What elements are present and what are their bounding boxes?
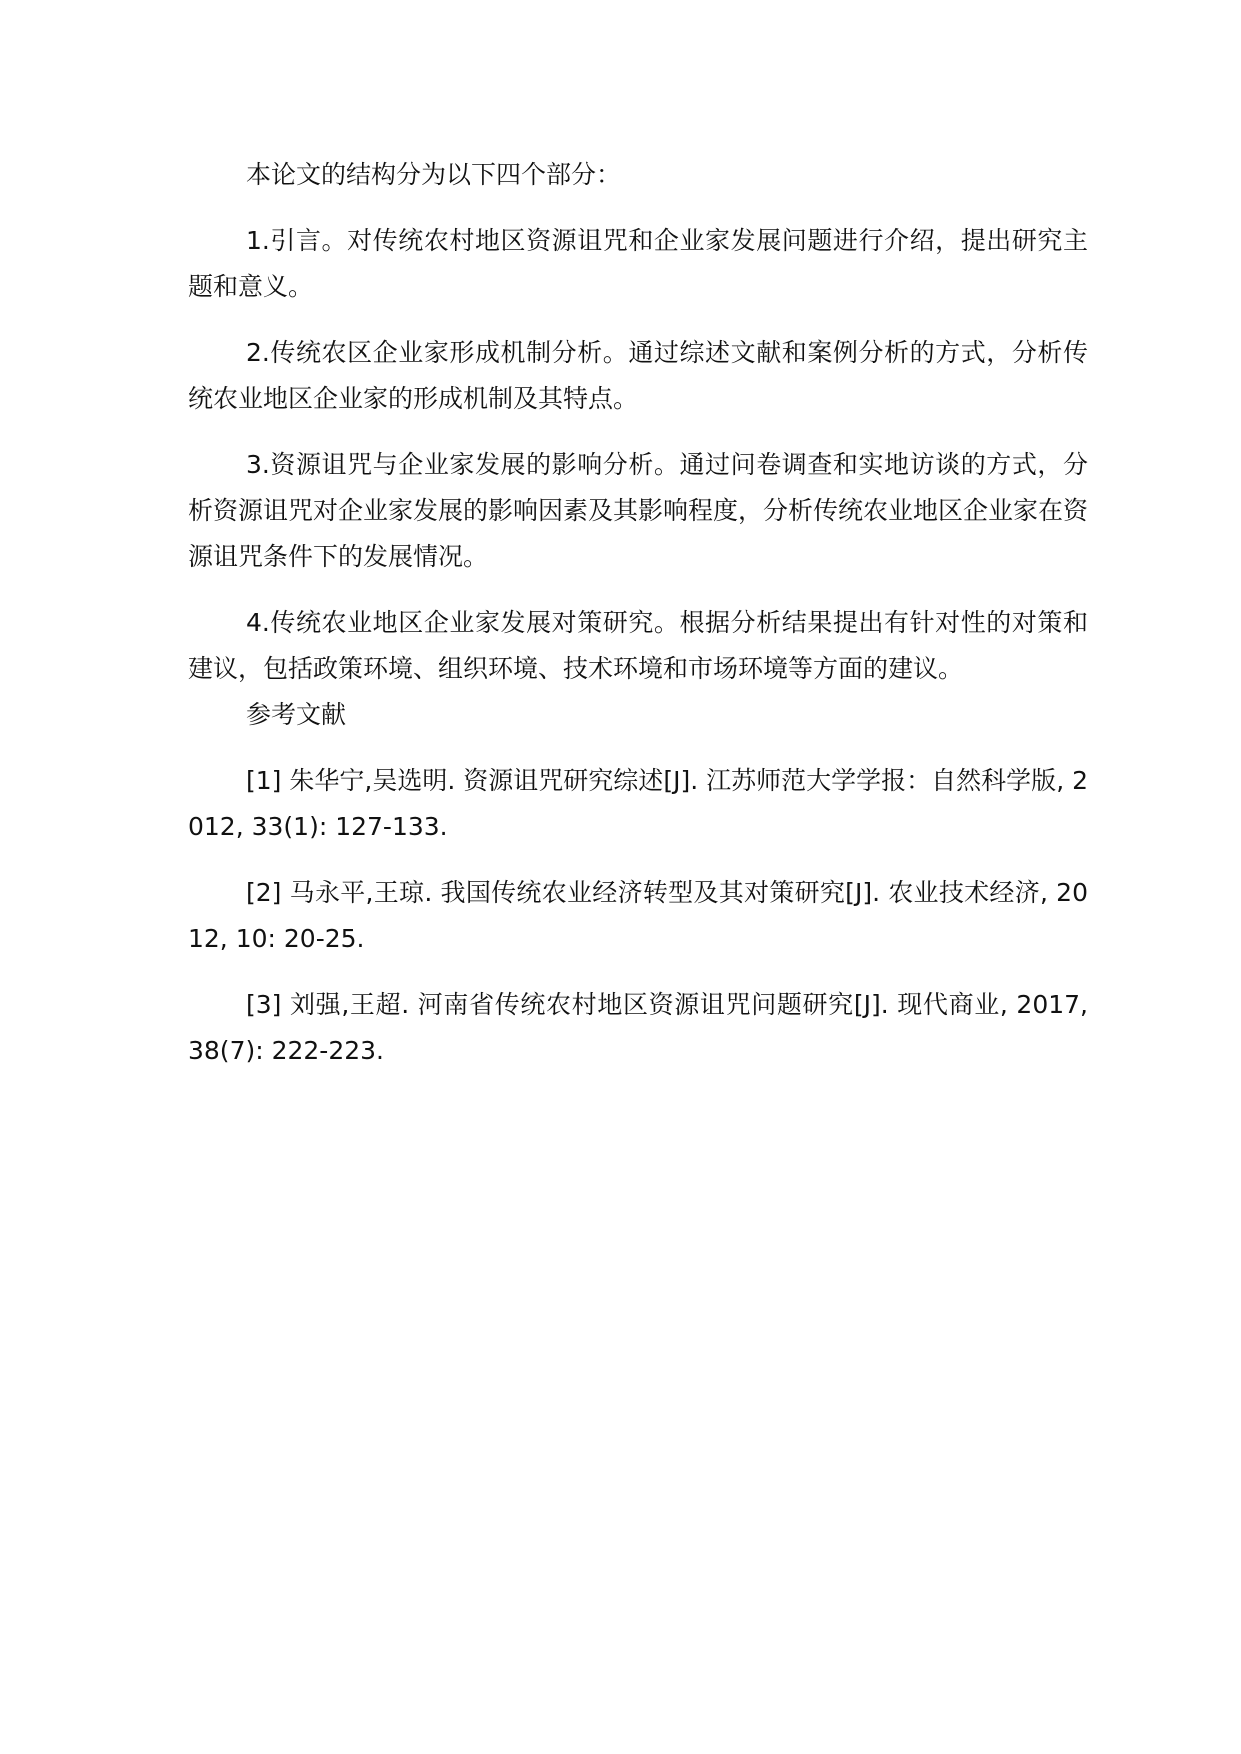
document-body xyxy=(188,152,1088,1074)
section-paragraph-4: 4.传统农业地区企业家发展对策研究。根据分析结果提出有针对性的对策和建议，包括政策环境、组织环境、技术环境和市场环境等方面的建议。 xyxy=(188,608,1088,683)
reference-item-1: [1] 朱华宁,吴选明. 资源诅咒研究综述[J]. 江苏师范大学学报：自然科学版, 2012, 33(1): 127-133. xyxy=(188,766,1088,841)
section-paragraph-1: 1.引言。对传统农村地区资源诅咒和企业家发展问题进行介绍，提出研究主题和意义。 xyxy=(188,226,1088,301)
intro-paragraph: 本论文的结构分为以下四个部分： xyxy=(246,160,622,189)
section-paragraph-3: 3.资源诅咒与企业家发展的影响分析。通过问卷调查和实地访谈的方式，分析资源诅咒对企业家发展的影响因素及其影响程度，分析传统农业地区企业家在资源诅咒条件下的发展情况。 xyxy=(188,450,1089,571)
reference-item-2: [2] 马永平,王琼. 我国传统农业经济转型及其对策研究[J]. 农业技术经济, 2012, 10: 20-25. xyxy=(188,878,1088,953)
reference-item-3: [3] 刘强,王超. 河南省传统农村地区资源诅咒问题研究[J]. 现代商业, 2017, 38(7): 222-223. xyxy=(188,990,1088,1065)
section-paragraph-2: 2.传统农区企业家形成机制分析。通过综述文献和案例分析的方式，分析传统农业地区企业家的形成机制及其特点。 xyxy=(188,338,1088,413)
references-heading: 参考文献 xyxy=(246,700,347,729)
